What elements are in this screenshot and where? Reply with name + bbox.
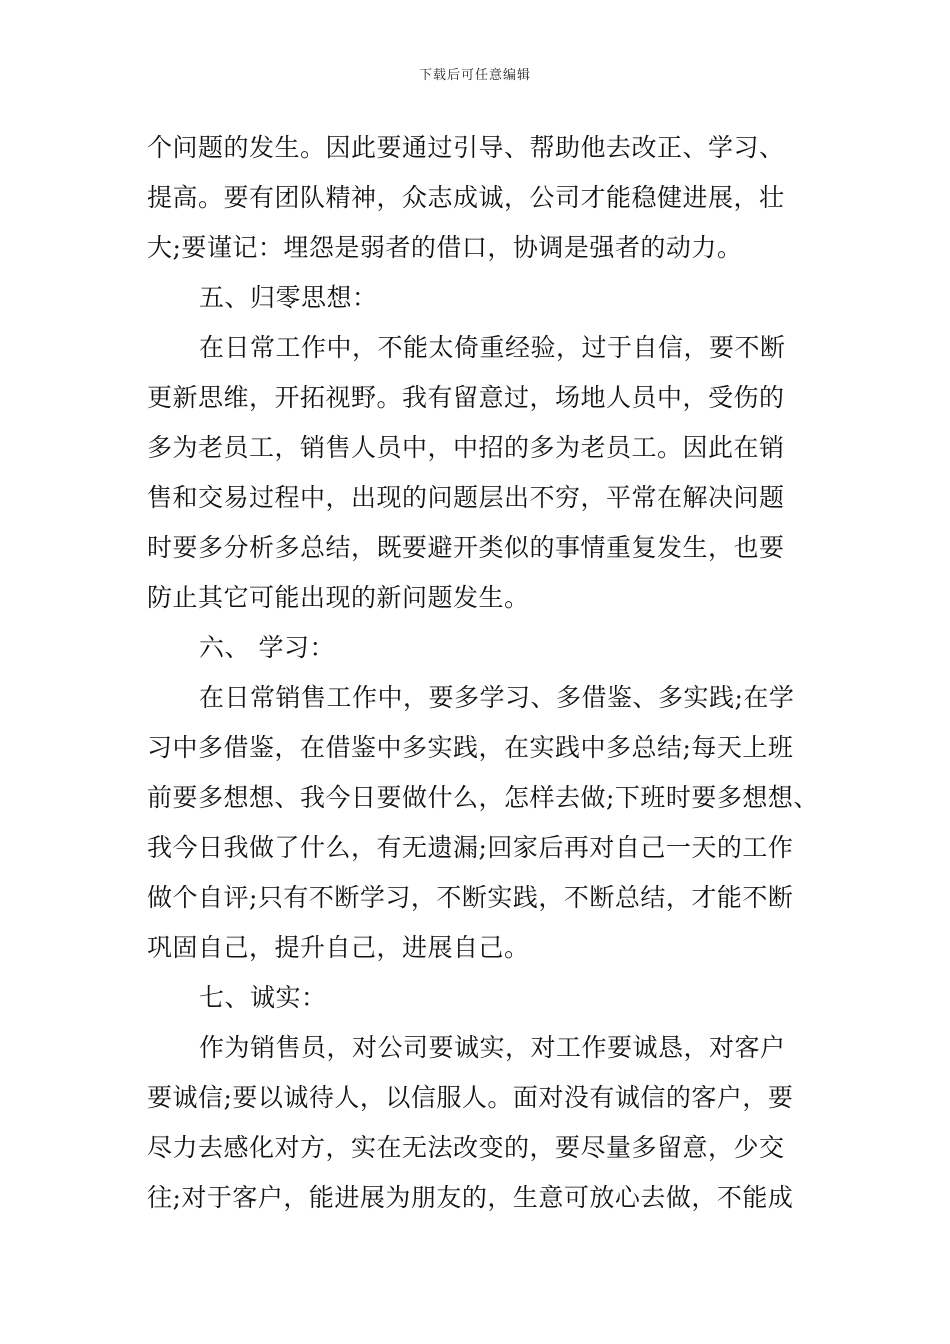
paragraph-line: 尽力去感化对方，实在无法改变的，要尽量多留意，少交: [147, 1133, 785, 1162]
paragraph-line: 在日常销售工作中，要多学习、多借鉴、多实践;在学: [199, 683, 795, 712]
paragraph-line: 多为老员工，销售人员中，中招的多为老员工。因此在销: [147, 433, 785, 462]
paragraph-line: 习中多借鉴，在借鉴中多实践，在实践中多总结;每天上班: [147, 733, 794, 762]
paragraph-line: 在日常工作中，不能太倚重经验，过于自信，要不断: [199, 333, 786, 362]
paragraph-line: 个问题的发生。因此要通过引导、帮助他去改正、学习、: [147, 133, 785, 162]
paragraph-line: 更新思维，开拓视野。我有留意过，场地人员中，受伤的: [147, 383, 785, 412]
paragraph-line: 前要多想想、我今日要做什么，怎样去做;下班时要多想想、: [147, 783, 819, 812]
paragraph-line: 巩固自己，提升自己，进展自己。: [147, 933, 530, 962]
paragraph-line: 做个自评;只有不断学习，不断实践，不断总结，才能不断: [147, 883, 794, 912]
paragraph-line: 时要多分析多总结，既要避开类似的事情重复发生，也要: [147, 533, 785, 562]
section-heading-5: 五、归零思想：: [199, 283, 378, 312]
document-body: [147, 123, 819, 1223]
paragraph-line: 提高。要有团队精神，众志成诚，公司才能稳健进展，壮: [147, 183, 785, 212]
page-header-note: 下载后可任意编辑: [418, 68, 531, 83]
paragraph-line: 要诚信;要以诚待人，以信服人。面对没有诚信的客户，要: [147, 1083, 794, 1112]
paragraph-line: 防止其它可能出现的新问题发生。: [147, 583, 530, 612]
paragraph-line: 往;对于客户，能进展为朋友的，生意可放心去做，不能成: [147, 1183, 794, 1212]
section-heading-6: 六、 学习：: [199, 633, 335, 662]
paragraph-line: 作为销售员，对公司要诚实，对工作要诚恳，对客户: [199, 1033, 786, 1062]
section-heading-7: 七、诚实：: [199, 983, 327, 1012]
paragraph-line: 售和交易过程中，出现的问题层出不穷，平常在解决问题: [147, 483, 785, 512]
paragraph-line: 我今日我做了什么，有无遗漏;回家后再对自己一天的工作: [147, 833, 794, 862]
paragraph-line: 大;要谨记：埋怨是弱者的借口，协调是强者的动力。: [147, 233, 743, 262]
